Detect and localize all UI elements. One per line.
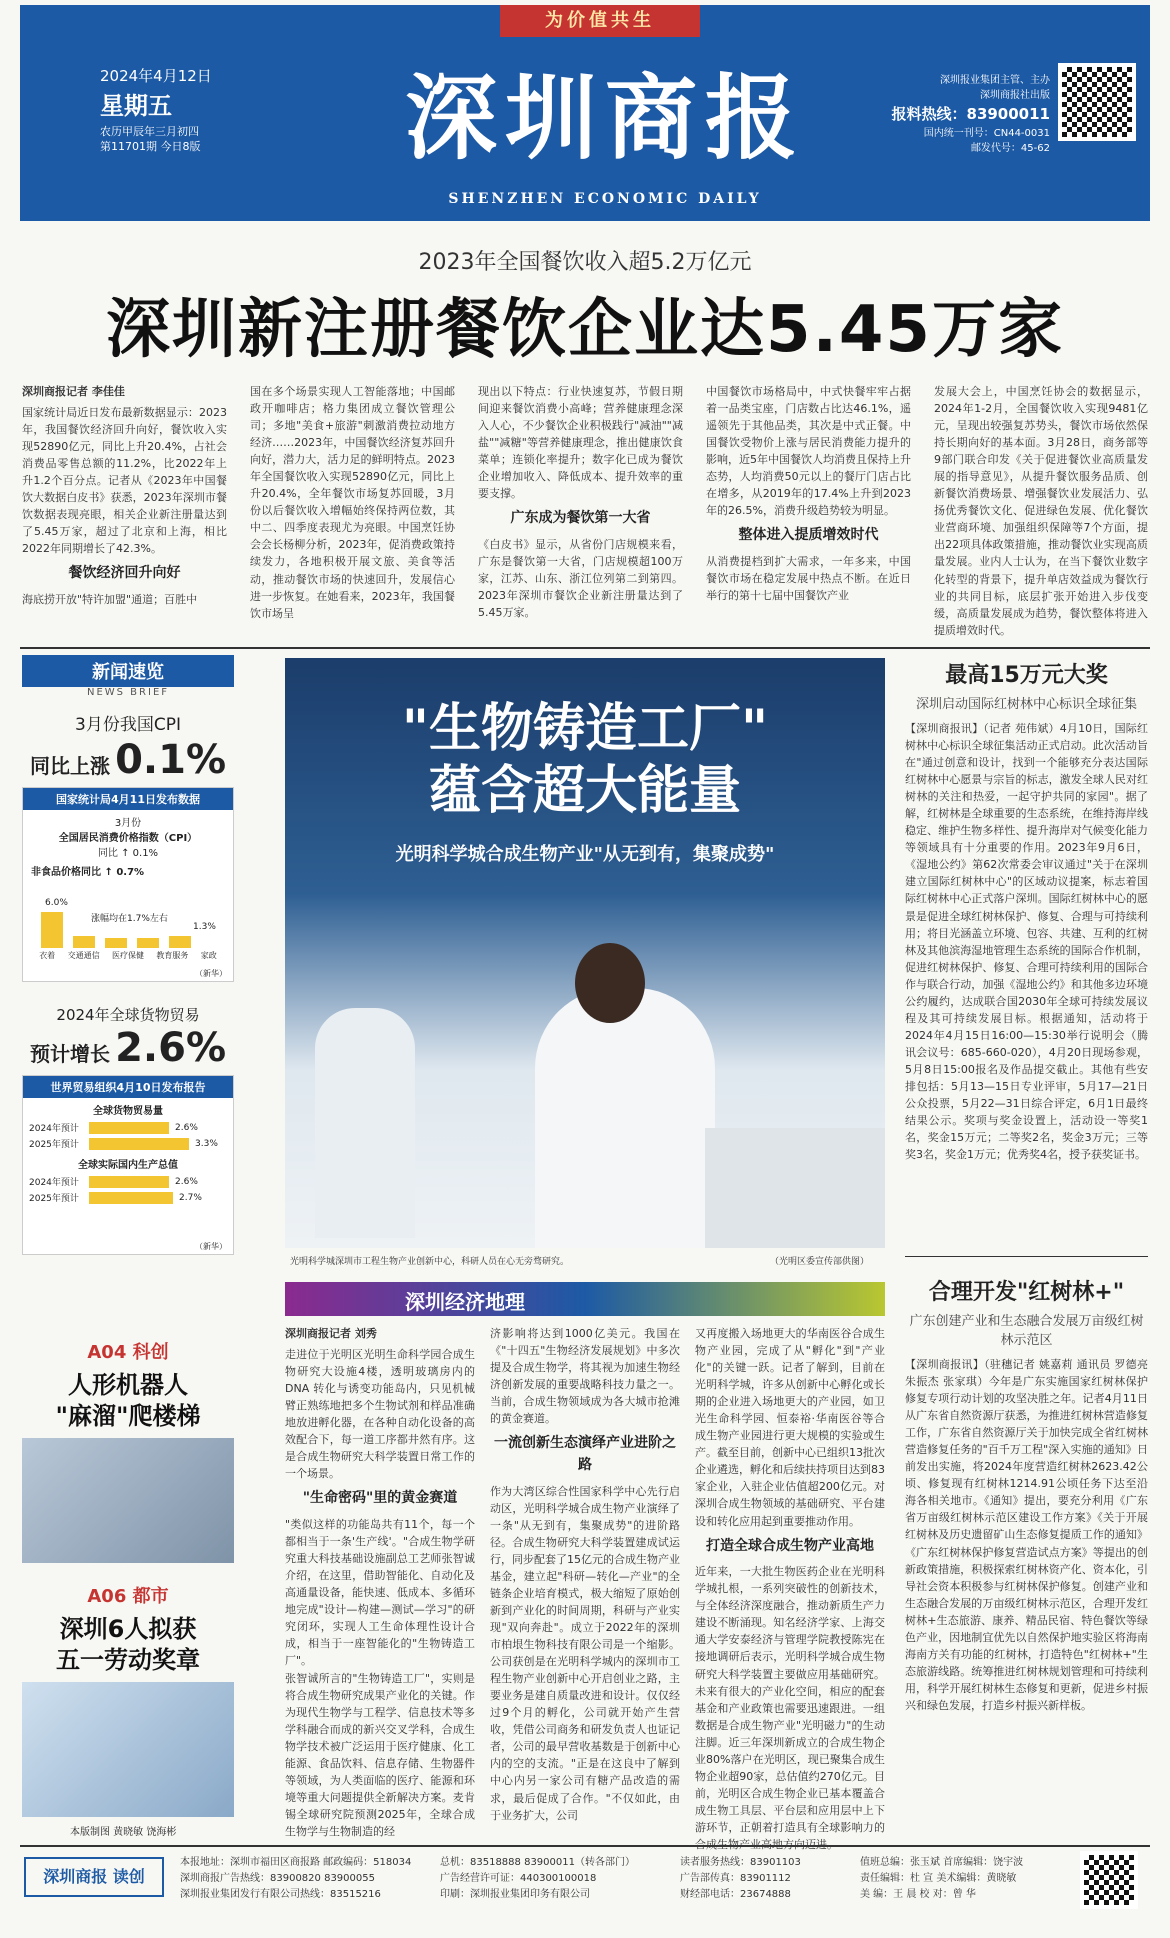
cpi-value: 0.1% [115,737,227,783]
cpi-bar [137,938,159,948]
lead-column-2: 国在多个场景实现人工智能落地；中国邮政开咖啡店；格力集团成立餐饮管理公司；多地"美食+旅游"刺激消费拉动地方经济……2023年，中国餐饮经济复苏回升向好，潜力大，活力足的鲜明特点。2023年全国餐饮收入实现52890亿元，同比上升20.4%，全年餐饮市场复苏回暖，3月份以后餐饮收入增幅始终保持两位数，其中二、四季度表现尤为亮眼。中国烹饪协会会长杨柳分析，2023年，促消费政策持续发力，各地积极开展文旅、美食等活动，推动餐饮市场的快速回升，发展信心进一步恢复。在她看来，2023年，我国餐饮市场呈 [250,385,455,620]
trade-row-label: 2025年预计 [29,1194,79,1204]
cpi-value-label: 同比上涨 [29,754,110,778]
issue-date-block [100,65,280,154]
feature-sub1: "生命密码"里的黄金赛道 [302,1490,458,1507]
right-story-2 [905,1275,1148,1846]
trade-row-value: 2.6% [175,1122,198,1133]
feature-sub3: 打造全球合成生物产业高地 [706,1537,874,1554]
lead-column-5: 发展大会上，中国烹饪协会的数据显示，2024年1-2月，全国餐饮收入实现9481亿元，呈现出较强复苏势头，餐饮市场依然保持长期向好的基本面。3月28日，商务部等9部门联合印发《关于促进餐饮业高质量发展的指导意见》，从提升餐饮服务品质、创新餐饮消费场景、增强餐饮业发展活力、弘扬优秀餐饮文化、促进绿色发展、优化餐饮业营商环境、加强组织保障等7个方面，提出22项具体政策措施，推动餐饮业实现高质量发展。业内人士认为，在当下餐饮业数字化转型的背景下，提升单店效益成为餐饮行业的共同目标，底层扩张开始进入步伐变缓，高质量发展成为趋势，餐饮整体将进入提质增效时代。 [934,385,1148,637]
lead-column-1 [22,383,227,638]
post-code: 邮发代号：45-62 [970,142,1050,154]
lead-col1b-text: 海底捞开放"特许加盟"通道；百胜中 [22,593,198,607]
footer-col-1: 本报地址：深圳市福田区商报路 邮政编码：518034 深圳商报广告热线：83900820 83900055 深圳报业集团发行有限公司热线：83515216 [180,1857,412,1900]
lead-col3-text: 现出以下特点：行业快速复苏，节假日期间迎来餐饮消费小高峰；营养健康理念深入人心，不少餐饮企业积极践行"减油""减盐""减糖"等营养健康理念，推出健康饮食菜单；连锁化率提升；数字化已成为餐饮企业增加收入、降低成本、提升效率的重要支撑。 [478,385,683,501]
footer-col-3: 读者服务热线：83901103 广告部传真：83901112 财经部电话：23674888 [680,1857,801,1900]
cpi-bar-label: 6.0% [45,898,68,908]
lead-column-4 [706,383,911,638]
news-brief-title: 新闻速览 [22,655,234,687]
lead-headline: 深圳新注册餐饮企业达5.45万家 [106,293,1064,367]
lead-subhead: 2023年全国餐饮收入超5.2万亿元 [418,250,752,275]
footer [20,1845,1150,1920]
bottom-credit: 本版制图 黄晓敏 饶海彬 [70,1827,177,1838]
right-story-1 [905,658,1148,1215]
cpi-line-1: 全国居民消费价格指数（CPI） [58,833,198,844]
trade-row [29,1137,227,1150]
trade-bar [89,1138,189,1150]
cpi-head: 3月份我国CPI [75,715,181,735]
right-story-1-body: 【深圳商报讯】（记者 苑伟斌）4月10日，国际红树林中心标识全球征集活动正式启动。此次活动旨在"通过创意和设计，找到一个能够充分表达国际红树林中心愿景与宗旨的标志，激发全球人民对红树林的关注和热爱，一起守护共同的家园"。据了解，红树林是全球重要的生态系统，在维持海岸线稳定、维护生物多样性、提升海岸对气候变化能力等领域具有十分重要的作用。2023年9月6日，《湿地公约》第62次常委会审议通过"关于在深圳建立国际红树林中心"的区域动议提案，标志着国际红树林中心正式落户深圳。国际红树林中心的愿景是促进全球红树林保护、修复、合理与可持续利用；将目光涵盖立环境、包容、共建、互利的红树林及其他滨海湿地管理生态系统的国际合作机制，促进红树林保护、修复、合理可持续利用的国际合作与联合行动，加强《湿地公约》和其他多边环境公约履约，达成联合国2030年全球可持续发展议程及其可持续发展目标。根据通知，活动将于2024年4月15日16:00—15:30举行说明会（腾讯会议号：685-660-020），4月20日现场参观，5月8日15:00报名及作品提交截止。其他有些安排包括：5月13—15日专业评审，5月17—21日公众投票，5月22—31日综合评定，6月1日最终结果公示。奖项与奖金设置上，活动设一等奖1名，奖金15万元；二等奖2名，奖金3万元；三等奖3名，奖金1万元；优秀奖4名，授予获奖证书。 [905,722,1148,1162]
right-story-1-sub: 深圳启动国际红树林中心标识全球征集 [915,697,1137,712]
feature-column-3 [695,1325,885,1851]
trade-row [29,1121,227,1134]
cpi-card [22,787,234,982]
trade-source: 世界贸易组织4月10日发布报告 [23,1076,233,1098]
trade-label: 预计增长 [29,1042,110,1066]
hotline: 报料热线：83900011 [891,105,1050,123]
trade-row-value: 2.7% [179,1192,202,1203]
trade-credit: （新华） [195,1242,227,1251]
cpi-category: 医疗保健 [111,951,144,960]
feature-col3b-text: 近年来，一大批生物医药企业在光明科学城扎根，一系列突破性的创新技术，与全体经济深度融合，推动新质生产力建设不断涌现。知名经济学家、上海交通大学安泰经济与管理学院教授陈宪在接地调研后表示，光明科学城合成生物研究大科学装置主要做应用基础研究。未来有很大的产业化空间，相应的配套基金和产业政策也需要迅速跟进。一组数据是合成生物产业"光明磁力"的生动注脚。近三年深圳新成立的合成生物企业80%落户在光明区，现已聚集合成生物企业超90家，总估值约270亿元。目前，光明区合成生物企业已基本覆盖合成生物工具层、平台层和应用层中上下游环节，正朝着打造具有全球影响力的合成生物产业高地方向迈进。 [695,1565,885,1851]
lead-col4-text: 中国餐饮市场格局中，中式快餐牢牢占据着一品类宝座，门店数占比达46.1%，遥遥领先于其他品类，其次是中式正餐。中国餐饮受物价上涨与居民消费能力提升的影响，近5年中国餐饮人均消费且保持上升态势，人均消费50元以上的餐厅门店占比在增多，从2019年的17.4%上升到2023年的26.5%，消费升级趋势较为明显。 [706,385,911,518]
footer-col-2: 总机：83518888 83900011（转各部门） 广告经营许可证：440300100018 印刷：深圳报业集团印务有限公司 [440,1857,635,1900]
trade-row [29,1191,227,1204]
scientist-head [575,943,645,1023]
trade-bar [89,1192,173,1204]
lead-sub1: 餐饮经济回升向好 [68,565,181,582]
feature-subtitle: 光明科学城合成生物产业"从无到有，集聚成势" [395,844,775,865]
trade-row-value: 3.3% [195,1138,218,1149]
lead-byline: 深圳商报记者 李佳佳 [22,385,125,398]
trade-bar [89,1122,169,1134]
nav-a04[interactable] [22,1338,234,1563]
trade-value: 2.6% [115,1025,227,1071]
masthead [20,5,1150,221]
feature-column-1 [285,1325,475,1840]
footer-qr-code-icon[interactable] [1080,1851,1138,1909]
cn-number: 国内统一刊号：CN44-0031 [923,127,1050,139]
lead-col1-text: 国家统计局近日发布最新数据显示：2023年，我国餐饮经济回升向好，餐饮收入实现52890亿元，同比上升20.4%，占社会消费品零售总额的11.2%，比2022年上升1.2个百分点。记者从《2023年中国餐饮大数据白皮书》获悉，2023年深圳市餐饮数据表现亮眼，相关企业新注册量达到了5.45万家，超过了北京和上海，相比2022年同期增长了42.3%。 [22,406,227,556]
feature-col1c-text: 张智诚所言的"生物铸造工厂"，实则是将合成生物研究成果产业化的关键。作为现代生物学与工程学、信息技术等多学科融合而成的新兴交叉学科，合成生物学技术被广泛运用于医疗健康、化工能源、食品饮料、信息存储、生物器件等领域，为人类面临的医疗、能源和环境等重大问题提供全新解决方案。麦肯锡全球研究院预测2025年，全球合成生物学与生物制造的经 [285,1671,475,1838]
cpi-categories [33,950,223,961]
lunar-date: 农历甲辰年三月初四 [100,124,199,138]
trade-row-label: 2024年预计 [29,1124,79,1134]
award-photo [22,1682,234,1817]
issue-weekday: 星期五 [100,91,172,120]
cpi-line-3: 非食品价格同比 ↑ 0.7% [31,867,145,878]
cpi-bar [169,936,191,948]
cpi-bar-label-2: 1.3% [193,922,216,932]
feature-sub2: 一流创新生态演绎产业进阶之路 [494,1435,676,1473]
lab-equipment [705,1128,885,1248]
lead-column-3 [478,383,683,638]
publisher-info [890,73,1050,156]
trade-bar [89,1176,169,1188]
right-story-2-head: 合理开发"红树林+" [928,1280,1125,1305]
feature-col1b-text: "类似这样的功能岛共有11个，每一个都相当于一条'生产线'。"合成生物学研究重大科技基础设施副总工艺师张智诚介绍，在这里，借助智能化、自动化及高通量设备，能快速、低成本、多循环地完成"设计—构建—测试—学习"的研究闭环，实现人工生命体理性设计合成，相当于一座智能化的"生物铸造工厂"。 [285,1518,475,1668]
lead-col3b-text: 《白皮书》显示，从省份门店规模来看，广东是餐饮第一大省，门店规模超100万家，江苏、山东、浙江位列第二到第四。2023年深圳市餐饮企业新注册量达到了5.45万家。 [478,538,683,620]
newspaper-title: 深圳商报 [404,64,805,172]
trade-card [22,1075,234,1255]
cpi-category: 交通通信 [67,951,100,960]
nav-a04-head: 人形机器人 "麻溜"爬楼梯 [55,1371,201,1431]
cpi-category: 教育服务 [156,951,189,960]
scientist-figure [315,1008,415,1238]
right-story-1-head: 最高15万元大奖 [945,663,1108,688]
cpi-category: 家政 [200,951,217,960]
feature-image [285,658,885,1248]
masthead-banner: 为价值共生 [500,5,700,37]
cpi-bar [73,936,95,948]
trade-row-label: 2024年预计 [29,1178,79,1188]
cpi-line-2: 同比 ↑ 0.1% [97,848,159,859]
publisher-line-2: 深圳商报社出版 [980,90,1050,101]
right-story-2-body: 【深圳商报讯】（驻穗记者 姚嘉莉 通讯员 罗德亮 朱振杰 张家琪）今年是广东实施国家红树林保护修复专项行动计划的攻坚决胜之年。记者4月11日从广东省自然资源厅获悉，为推进红树林营造修复工作，广东省自然资源厅关于加快完成全省红树林营造修复任务的"百千万工程"深入实施的通知》日前发出实施，将2024年度营造红树林2623.42公顷、修复现有红树林1214.91公顷任务下达至沿海各相关地市。《通知》提出，要充分利用《广东省万亩级红树林示范区建设工作方案》《关于开展红树林及历史遗留矿山生态修复提质工作的通知》《广东红树林保护修复营造试点方案》等提出的创新政策措施，积极探索红树林资产化、资本化，引导社会资本积极参与红树林保护修复。创建产业和生态融合发展的万亩级红树林示范区，合理开发红树林+生态旅游、康养、精品民宿、特色餐饮等绿色产业，因地制宜优先以自然保护地实验区将海南海南方关有功能的红树林，打造特色"红树林+"生态旅游线路。统筹推进红树林规划管理和可持续利用，科学开展红树林生态修复和更新，促进乡村振兴和绿色发展，打造乡村振兴新样板。 [905,1358,1148,1712]
cpi-month: 3月份 [114,818,142,829]
right-divider [905,1256,1148,1257]
nav-a06-label: A06 都市 [87,1586,169,1607]
feature-byline: 深圳商报记者 刘秀 [285,1327,377,1340]
feature-title: "生物铸造工厂" 蕴含超大能量 [401,699,769,822]
cpi-bar [105,938,127,948]
trade-sub-2: 全球实际国内生产总值 [78,1160,178,1171]
feature-col1-text: 走进位于光明区光明生命科学园合成生物研究大设施4楼，透明玻璃房内的DNA 转化与诱变功能岛内，只见机械臂正熟练地把多个生物试剂和样品准确地放进孵化器，在各种自动化设备的高效配合下，每一道工序都井然有序。这是合成生物研究大科学装置日常工作的一个场景。 [285,1348,475,1481]
trade-sub-1: 全球货物贸易量 [93,1106,163,1117]
right-story-2-sub: 广东创建产业和生态融合发展万亩级红树林示范区 [909,1314,1144,1348]
scientist-figure [535,988,715,1248]
column-tag: 深圳经济地理 [405,1290,525,1314]
feature-photo-credit: （光明区委宣传部供图） [770,1257,870,1267]
issue-number: 第11701期 今日8版 [100,139,201,153]
cpi-credit: （新华） [195,969,227,978]
footer-logo: 深圳商报 读创 [24,1857,164,1897]
section-divider [20,647,1150,649]
trade-head: 2024年全球货物贸易 [56,1006,200,1024]
lead-sub3: 广东成为餐饮第一大省 [510,510,651,527]
news-brief [22,655,234,1255]
nav-a06-head: 深圳6人拟获 五一劳动奖章 [56,1615,200,1675]
trade-row-label: 2025年预计 [29,1140,79,1150]
lead-col4b-text: 从消费提档到扩大需求，一年多来，中国餐饮市场在稳定发展中热点不断。在近日举行的第十七届中国餐饮产业 [706,555,911,603]
qr-code-icon[interactable] [1058,63,1136,141]
trade-row-value: 2.6% [175,1176,198,1187]
feature-col3-text: 又再度搬入场地更大的华南医谷合成生物产业园，完成了从"孵化"到"产业化"的关键一跃。记者了解到，目前在光明科学城，许多从创新中心孵化或长期的企业进入场地更大的产业园，如卫光生命科学园、恒泰裕·华南医谷等合成生物产业园进行更大规模的实验或生产。截至目前，创新中心已组织13批次企业遴选，孵化和后续扶持项目达到83家企业，入驻企业估值超200亿元。对深圳合成生物领域的基础研究、平台建设和转化应用起到重要推动作用。 [695,1327,885,1528]
trade-row [29,1175,227,1188]
footer-col-4: 值班总编：张玉斌 首席编辑：饶宇波 责任编辑：杜 宣 美术编辑：黄晓敏 美 编：王 晨 校 对：曾 华 [860,1857,1024,1900]
lead-sub4: 整体进入提质增效时代 [738,527,879,544]
cpi-line-4: 涨幅均在1.7%左右 [91,914,168,924]
feature-col2-text: 济影响将达到1000亿美元。我国在《"十四五"生物经济发展规划》中多次提及合成生物学，将其视为加速生物经济创新发展的重要战略科技力量之一。当前，合成生物领域成为各大城市抢滩的黄金赛道。 [490,1327,680,1426]
column-tag-bar [285,1282,885,1316]
news-brief-title-en: NEWS BRIEF [86,687,170,698]
nav-a04-label: A04 科创 [87,1342,169,1363]
cpi-source: 国家统计局4月11日发布数据 [23,788,233,810]
nav-a06[interactable] [22,1582,234,1817]
cpi-bar [41,912,63,948]
newspaper-title-en: SHENZHEN ECONOMIC DAILY [448,191,762,207]
robot-photo [22,1438,234,1563]
publisher-line: 深圳报业集团主管、主办 [940,75,1050,86]
feature-col2b-text: 作为大湾区综合性国家科学中心先行启动区，光明科学城合成生物产业演绎了一条"从无到有，集聚成势"的进阶路径。合成生物研究大科学装置建成试运行，同步配套了15亿元的合成生物产业基金，建立起"科研—转化—产业"的全链条企业培育模式，极大缩短了原始创新到产业化的时间周期，科研与产业实现"双向奔赴"。成立于2022年的深圳市柏垠生物科技有限公司是一个缩影。公司获创是在光明科学城内的深圳市工程生物产业创新中心开启创业之路，主要业务是建自质量改进和设计。仅仅经过9个月的孵化，公司就开始产生营收，凭借公司商务和研发负责人也证记者，公司的最早营收基数是于创新中心内的空的支流。"正是在这良中了解到中心内另一家公司有糖产品改造的需求，最后促成了合作。"不仅如此，由于业务扩大，公司 [490,1484,680,1822]
feature-column-2 [490,1325,680,1840]
feature-caption: 光明科学城深圳市工程生物产业创新中心，科研人员在心无旁骛研究。 [290,1257,570,1267]
issue-date: 2024年4月12日 [100,67,212,85]
cpi-category: 衣着 [39,951,56,960]
